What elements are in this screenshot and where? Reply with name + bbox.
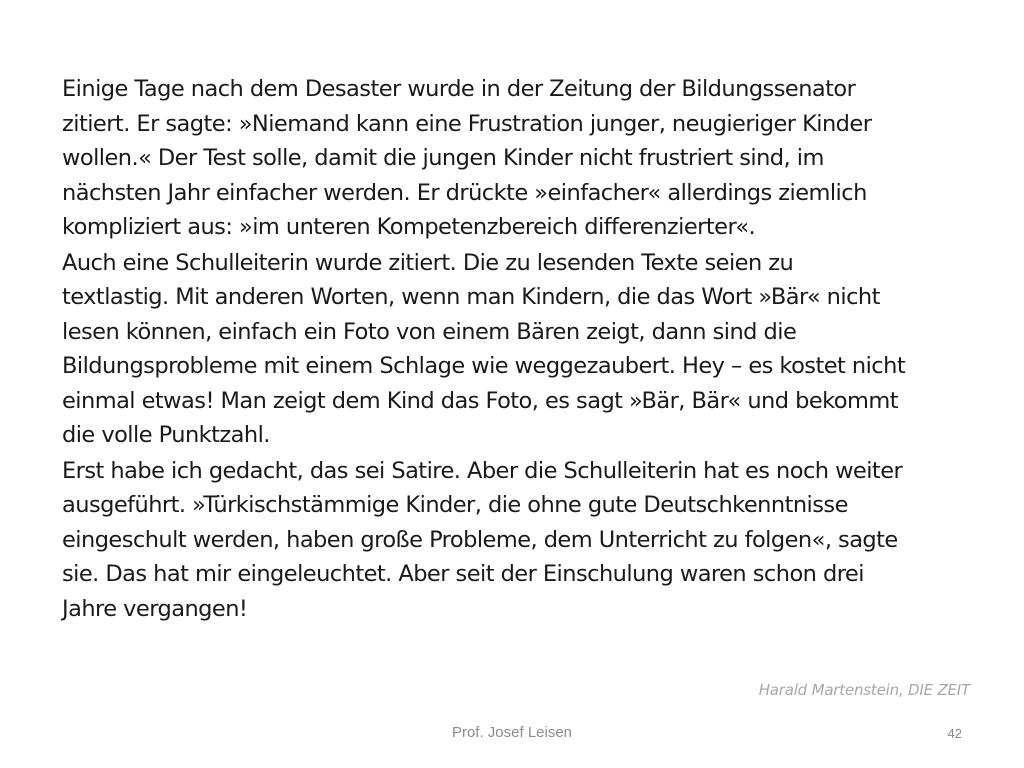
paragraph-3: Erst habe ich gedacht, das sei Satire. Aber die Schulleiterin hat es noch weiter ausgeführt. »Türkischstämmige Kinder, die ohne gute Deutschkenntnisse eingeschult werden, haben große Probleme, dem Unterricht zu folgen«, sagte sie. Das hat mir eingeleuchtet. Aber seit der Einschulung waren schon drei Jahre vergangen! [62,457,903,622]
page-number: 42 [947,726,962,741]
quote-text [62,72,972,627]
footer-author: Prof. Josef Leisen [451,724,573,741]
paragraph-2: Auch eine Schulleiterin wurde zitiert. Die zu lesenden Texte seien zu textlastig. Mit anderen Worten, wenn man Kindern, die das Wort »Bär« nicht lesen können, einfach ein Foto von einem Bären zeigt, dann sind die Bildungsprobleme mit einem Schlage wie weggezaubert. Hey – es kostet nicht einmal etwas! Man zeigt dem Kind das Foto, es sagt »Bär, Bär« und bekommt die volle Punktzahl. [62,249,906,448]
quote-attribution: Harald Martenstein, DIE ZEIT [758,681,970,699]
paragraph-1: Einige Tage nach dem Desaster wurde in der Zeitung der Bildungssenator zitiert. Er sagte: »Niemand kann eine Frustration junger, neugieriger Kinder wollen.« Der Test solle, damit die jungen Kinder nicht frustriert sind, im nächsten Jahr einfacher werden. Er drückte »einfacher« allerdings ziemlich kompliziert aus: »im unteren Kompetenzbereich differenzierter«. [62,76,872,240]
